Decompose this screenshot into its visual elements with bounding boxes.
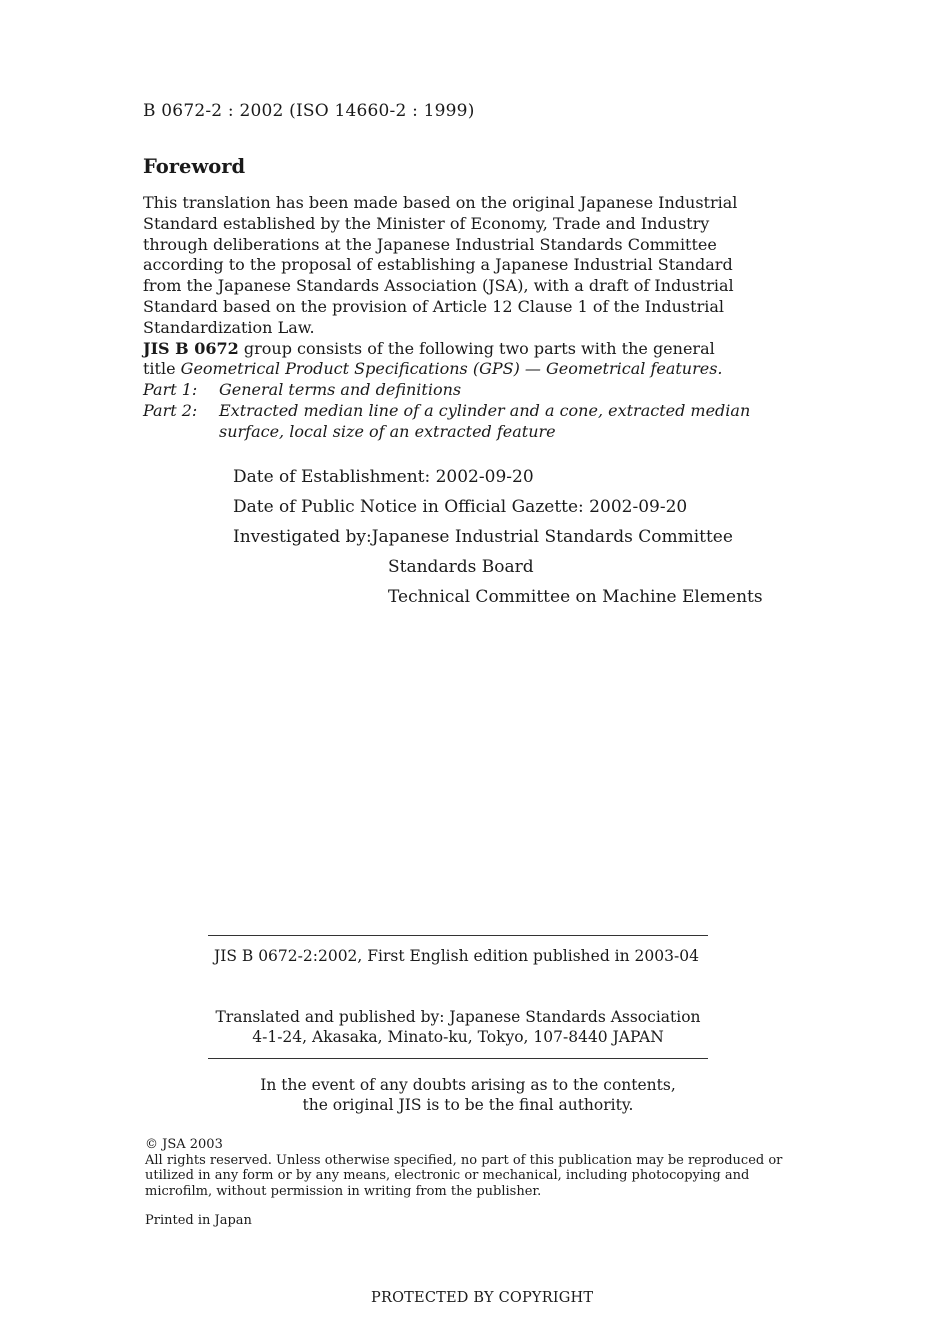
investigated-by-row: [233, 522, 763, 552]
foreword-line: Standard established by the Minister of Economy, Trade and Industry: [143, 213, 710, 233]
part-2-continuation: surface, local size of an extracted feature: [219, 421, 556, 441]
general-title: Geometrical Product Specifications (GPS) — Geometrical features.: [180, 359, 723, 379]
rights-line: All rights reserved. Unless otherwise specified, no part of this publication may be reproduced or: [145, 1152, 783, 1168]
edition-statement: JIS B 0672-2:2002, First English edition published in 2003-04: [214, 947, 699, 965]
technical-committee: Technical Committee on Machine Elements: [388, 587, 763, 607]
publisher-address: 4-1-24, Akasaka, Minato-ku, Tokyo, 107-8440 JAPAN: [252, 1028, 664, 1046]
translated-by: Translated and published by: Japanese Standards Association: [215, 1008, 701, 1026]
authority-notice-line: the original JIS is to be the final authority.: [302, 1096, 634, 1114]
foreword-line: This translation has been made based on the original Japanese Industrial: [143, 193, 738, 212]
divider-top: [208, 935, 708, 936]
standards-board: Standards Board: [388, 557, 534, 577]
part-1-text: General terms and definitions: [219, 380, 462, 400]
foreword-body: [143, 193, 783, 443]
standard-header: B 0672-2 : 2002 (ISO 14660-2 : 1999): [143, 101, 475, 121]
foreword-line: Standardization Law.: [143, 317, 315, 337]
authority-notice: [208, 1075, 728, 1115]
general-title-prefix: title: [143, 359, 181, 379]
foreword-title: Foreword: [143, 155, 246, 178]
part-1-line: [143, 380, 783, 401]
date-of-establishment: Date of Establishment: 2002-09-20: [233, 467, 534, 487]
foreword-line: Standard based on the provision of Article 12 Clause 1 of the Industrial: [143, 296, 724, 316]
group-standard-id: JIS B 0672: [143, 338, 239, 358]
group-description-text: group consists of the following two parts with the general: [238, 338, 715, 358]
establishment-info: [233, 462, 763, 612]
part-2-label: Part 2:: [143, 400, 198, 420]
group-description: [143, 339, 783, 360]
rights-line: microfilm, without permission in writing from the publisher.: [145, 1183, 542, 1199]
rights-line: utilized in any form or by any means, electronic or mechanical, including photocopying and: [145, 1168, 750, 1183]
copyright-block: [145, 1137, 785, 1199]
part-1-label: Part 1:: [143, 380, 198, 400]
authority-notice-line: In the event of any doubts arising as to the contents,: [260, 1076, 676, 1094]
foreword-line: according to the proposal of establishing a Japanese Industrial Standard: [143, 255, 733, 275]
protected-footer: PROTECTED BY COPYRIGHT: [371, 1290, 594, 1306]
part-2-text: Extracted median line of a cylinder and a cone, extracted median: [219, 400, 751, 420]
publisher-block: [208, 1007, 708, 1047]
part-2-line: [143, 401, 783, 422]
printed-in: Printed in Japan: [145, 1213, 252, 1228]
divider-bottom: [208, 1058, 708, 1059]
general-title-line: [143, 359, 783, 380]
copyright-notice: © JSA 2003: [145, 1137, 223, 1152]
foreword-line: through deliberations at the Japanese Industrial Standards Committee: [143, 234, 717, 254]
date-of-public-notice: Date of Public Notice in Official Gazette: 2002-09-20: [233, 497, 688, 517]
investigated-by-value: Japanese Industrial Standards Committee: [371, 527, 733, 547]
foreword-line: from the Japanese Standards Association (JSA), with a draft of Industrial: [143, 276, 734, 296]
investigated-by-label: Investigated by:: [233, 527, 372, 547]
